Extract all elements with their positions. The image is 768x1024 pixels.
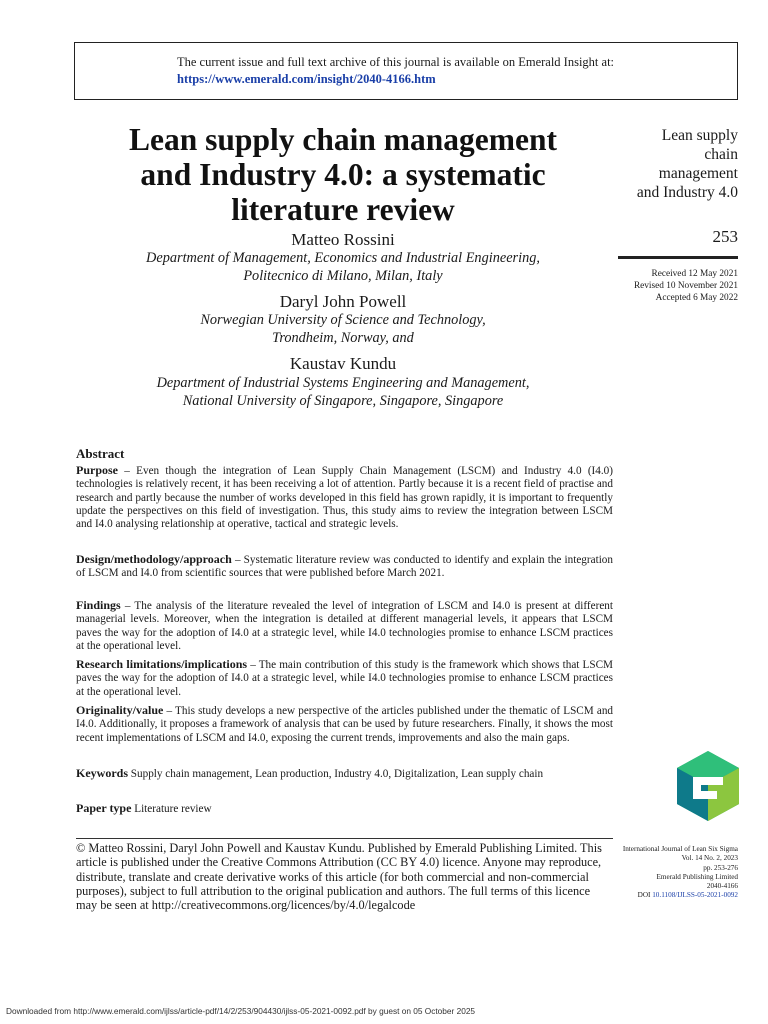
article-dates: [590, 269, 738, 304]
author-name-2: Daryl John Powell: [279, 292, 407, 311]
journal-notice-box: [74, 42, 738, 100]
findings-label: Findings: [76, 598, 121, 612]
accepted-date: Accepted 6 May 2022: [655, 292, 738, 303]
title-line-2: and Industry 4.0: a systematic: [140, 157, 546, 192]
abstract-keywords: [76, 767, 546, 781]
abstract-findings: [76, 599, 613, 653]
affiliation-line: National University of Singapore, Singapore, Singapore: [182, 392, 504, 409]
originality-text: – This study develops a new perspective of the articles published under the thematic of LSCM and I4.0. Additionally, it proposes a framework of analysis that can be used by future researchers. Finally, it shows the most recent implementations of LSCM and I4.0, exposing the current trends, improvements and also the main gaps.: [76, 705, 614, 744]
author-affiliation-2: [76, 312, 610, 347]
abstract-originality: [76, 704, 613, 745]
journal-pages: pp. 253-276: [703, 863, 738, 872]
originality-label: Originality/value: [76, 703, 164, 717]
download-footer: Downloaded from http://www.emerald.com/ijlss/article-pdf/14/2/253/904430/ijlss-05-2021-0092.pdf by guest on 05 October 2025: [6, 1006, 476, 1016]
journal-info: [622, 845, 738, 901]
design-text: – Systematic literature review was conducted to identify and explain the integration of LSCM and I4.0 from scientific sources that were published before March 2021.: [76, 554, 613, 580]
research-label: Research limitations/implications: [76, 657, 248, 671]
title-line-1: Lean supply chain management: [129, 122, 557, 157]
abstract-heading: Abstract: [76, 446, 125, 461]
journal-volume: Vol. 14 No. 2, 2023: [681, 854, 738, 863]
affiliation-line: Norwegian University of Science and Technology,: [200, 312, 486, 328]
journal-name: International Journal of Lean Six Sigma: [622, 845, 738, 853]
running-title-line: chain: [704, 146, 738, 163]
doi-label: DOI: [637, 891, 651, 900]
article-title: [76, 122, 610, 227]
author-affiliation-3: [76, 375, 610, 410]
paper-type-label: Paper type: [76, 801, 132, 815]
keywords-text: Supply chain management, Lean production, Industry 4.0, Digitalization, Lean supply chain: [130, 768, 544, 780]
title-line-3: literature review: [231, 192, 455, 227]
notice-text: The current issue and full text archive of this journal is available on Emerald Insight at:: [177, 55, 615, 69]
author-name-1: Matteo Rossini: [291, 230, 395, 249]
findings-text: – The analysis of the literature revealed the level of integration of LSCM and I4.0 is present at different managerial levels. Moreover, when the integration is detailed at different managerial levels, it appears that LSCM paves the way for the adoption of I4.0 at a strategic level, while I4.0 technologies promise to enhance LSCM practices at the operational level.: [76, 600, 613, 653]
abstract-purpose: [76, 464, 613, 532]
journal-doi: [622, 891, 738, 900]
license-text: © Matteo Rossini, Daryl John Powell and Kaustav Kundu. Published by Emerald Publishing Limited. This article is published under the Creative Commons Attribution (CC BY 4.0) licence. Anyone may reproduce, distribute, translate and create derivative works of this article (for both commercial and non-commercial purposes), subject to full attribution to the original publication and authors. The full terms of this licence may be seen at http://creativecommons.org/licences/by/4.0/legalcode: [76, 841, 602, 913]
received-date: Received 12 May 2021: [651, 269, 738, 279]
affiliation-line: Trondheim, Norway, and: [272, 329, 414, 346]
revised-date: Revised 10 November 2021: [633, 280, 738, 291]
abstract-research-limitations: [76, 658, 613, 699]
purpose-text: – Even though the integration of Lean Supply Chain Management (LSCM) and Industry 4.0 (I4.0) technologies is relatively recent, it has been receiving a lot of attention. Partly because it is a recent field of practise and research and partly because the number of works developed in this field has grown rapidly, it is important to frequently update the perspectives on this field of investigation. Thus, this study aims to review the integration between LSCM and I4.0 analysing relationship at operative, tactical and strategic levels.: [76, 465, 613, 531]
doi-link[interactable]: 10.1108/IJLSS-05-2021-0092: [652, 891, 738, 900]
abstract-design: [76, 553, 613, 581]
abstract-paper-type: [76, 802, 613, 816]
affiliation-line: Department of Management, Economics and Industrial Engineering,: [146, 250, 540, 266]
keywords-label: Keywords: [76, 766, 128, 780]
running-title-line: and Industry 4.0: [636, 184, 738, 201]
purpose-label: Purpose: [76, 463, 118, 477]
author-affiliation-1: [76, 250, 610, 285]
paper-type-text: Literature review: [134, 803, 212, 815]
running-title: [612, 126, 738, 202]
design-label: Design/methodology/approach: [76, 552, 232, 566]
running-title-line: management: [658, 165, 738, 182]
license-statement: [76, 838, 613, 912]
running-title-line: Lean supply: [661, 127, 738, 144]
journal-issn: 2040-4166: [706, 882, 738, 891]
page-number-rule: [618, 256, 738, 259]
journal-url-link[interactable]: https://www.emerald.com/insight/2040-4166.htm: [177, 72, 436, 86]
journal-publisher: Emerald Publishing Limited: [656, 872, 738, 881]
research-text: – The main contribution of this study is the framework which shows that LSCM paves the way for the adoption of I4.0 at a strategic level, while I4.0 technologies promise to enhance LSCM practices at the operational level.: [76, 659, 613, 698]
affiliation-line: Department of Industrial Systems Engineering and Management,: [156, 375, 530, 391]
emerald-logo-icon: [677, 751, 739, 821]
affiliation-line: Politecnico di Milano, Milan, Italy: [243, 267, 443, 284]
page-number: 253: [712, 227, 738, 246]
author-name-3: Kaustav Kundu: [289, 354, 397, 373]
